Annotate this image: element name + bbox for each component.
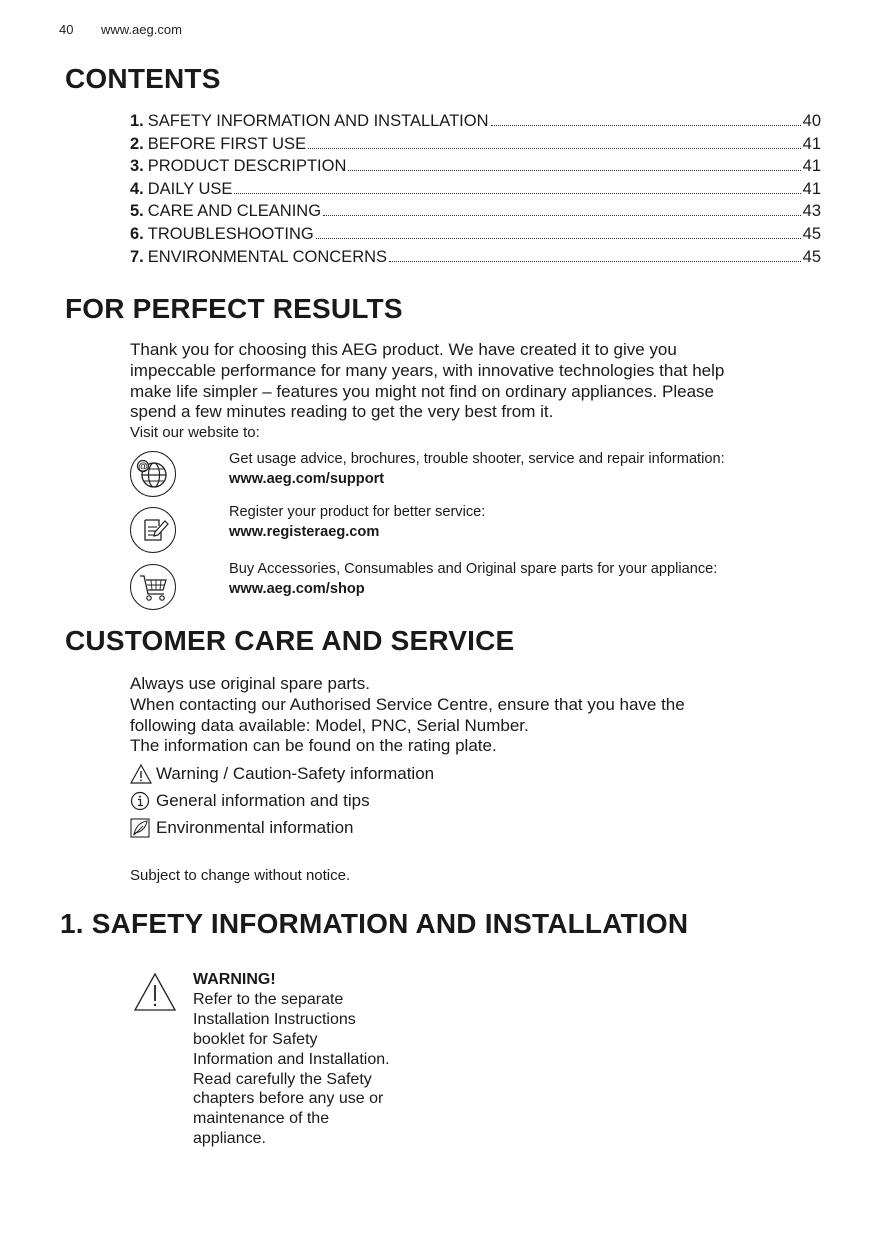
toc-number: 2. <box>130 134 144 153</box>
register-url[interactable]: www.registeraeg.com <box>229 524 380 540</box>
care-line: When contacting our Authorised Service Centre, ensure that you have the <box>130 694 685 714</box>
shop-link-block <box>229 559 717 599</box>
legend-label: General information and tips <box>156 790 370 810</box>
leaf-icon <box>130 818 152 838</box>
shop-url[interactable]: www.aeg.com/shop <box>229 581 365 597</box>
toc-label: DAILY USE <box>147 179 233 198</box>
symbol-legend <box>130 760 434 841</box>
warning-line: Read carefully the Safety <box>193 1070 372 1088</box>
intro-line: make life simpler – features you might not find on ordinary appliances. Please <box>130 381 714 401</box>
toc-entry[interactable] <box>130 178 821 201</box>
svg-text:@: @ <box>138 461 148 473</box>
toc-number: 3. <box>130 157 144 176</box>
toc-leader <box>491 125 801 126</box>
toc-page: 41 <box>802 134 821 153</box>
perfect-results-intro <box>130 340 830 423</box>
header-website: www.aeg.com <box>101 22 182 37</box>
toc-leader <box>308 148 801 149</box>
shop-link[interactable] <box>229 579 717 599</box>
toc-leader <box>234 193 800 194</box>
register-pen-icon <box>130 507 176 553</box>
toc-entry[interactable] <box>130 133 821 156</box>
toc-page: 40 <box>802 112 821 130</box>
register-link[interactable] <box>229 522 485 542</box>
toc-number: 5. <box>130 202 144 221</box>
toc-label: TROUBLESHOOTING <box>147 224 314 243</box>
care-line: Always use original spare parts. <box>130 674 371 693</box>
warning-line: appliance. <box>193 1130 266 1148</box>
visit-website-text: Visit our website to: <box>130 424 260 441</box>
support-link-block <box>229 449 725 489</box>
toc-entry[interactable] <box>130 155 821 178</box>
toc-label: CARE AND CLEANING <box>147 202 322 221</box>
toc-entry[interactable] <box>130 200 821 223</box>
toc-page: 45 <box>802 224 821 243</box>
legend-label: Environmental information <box>156 817 354 837</box>
toc-label: PRODUCT DESCRIPTION <box>147 157 347 176</box>
register-description: Register your product for better service: <box>229 504 486 520</box>
warning-line: chapters before any use or <box>193 1090 384 1108</box>
page-number: 40 <box>59 22 74 37</box>
warning-title: WARNING! <box>193 971 276 988</box>
support-link[interactable] <box>229 469 725 489</box>
warning-line: Installation Instructions <box>193 1010 356 1028</box>
safety-warning-block <box>193 970 433 1149</box>
intro-line: impeccable performance for many years, with innovative technologies that help <box>130 360 725 380</box>
toc-leader <box>323 215 801 216</box>
toc-leader <box>389 261 801 262</box>
register-link-block <box>229 502 485 542</box>
toc-entry[interactable] <box>130 223 821 246</box>
toc-page: 45 <box>802 247 821 266</box>
toc-number: 4. <box>130 179 144 198</box>
intro-line: spend a few minutes reading to get the very best from it. <box>130 402 554 422</box>
contents-title: CONTENTS <box>65 63 221 94</box>
warning-triangle-icon <box>130 764 152 784</box>
warning-line: Refer to the separate <box>193 990 344 1008</box>
warning-line: maintenance of the <box>193 1110 330 1128</box>
customer-care-title: CUSTOMER CARE AND SERVICE <box>65 625 515 656</box>
shopping-cart-icon <box>130 564 176 610</box>
warning-line: Information and Installation. <box>193 1050 390 1068</box>
globe-at-icon <box>130 451 176 497</box>
support-description: Get usage advice, brochures, trouble shooter, service and repair information: <box>229 451 725 467</box>
toc-leader <box>348 170 800 171</box>
toc-label: SAFETY INFORMATION AND INSTALLATION <box>147 112 489 130</box>
toc-number: 6. <box>130 224 144 243</box>
change-notice: Subject to change without notice. <box>130 867 351 884</box>
safety-section-title: 1. SAFETY INFORMATION AND INSTALLATION <box>60 908 689 939</box>
legend-item <box>130 787 434 814</box>
care-line: following data available: Model, PNC, Serial Number. <box>130 715 529 735</box>
toc-number: 1. <box>130 112 144 130</box>
table-of-contents <box>130 110 821 268</box>
legend-item <box>130 814 434 841</box>
toc-entry[interactable] <box>130 110 821 133</box>
warning-triangle-icon <box>133 972 177 1017</box>
toc-entry[interactable] <box>130 246 821 269</box>
toc-label: ENVIRONMENTAL CONCERNS <box>147 247 388 266</box>
shop-description: Buy Accessories, Consumables and Original spare parts for your appliance: <box>229 561 718 577</box>
toc-number: 7. <box>130 247 144 266</box>
toc-leader <box>316 238 801 239</box>
toc-page: 41 <box>802 179 821 198</box>
perfect-results-title: FOR PERFECT RESULTS <box>65 293 403 324</box>
care-line: The information can be found on the rating plate. <box>130 736 497 756</box>
customer-care-text <box>130 674 830 757</box>
legend-label: Warning / Caution-Safety information <box>156 763 435 783</box>
warning-line: booklet for Safety <box>193 1030 318 1048</box>
toc-label: BEFORE FIRST USE <box>147 134 307 153</box>
support-url[interactable]: www.aeg.com/support <box>229 471 385 487</box>
toc-page: 41 <box>802 157 821 176</box>
intro-line: Thank you for choosing this AEG product. We have created it to give you <box>130 340 677 359</box>
toc-page: 43 <box>802 202 821 221</box>
legend-item <box>130 760 434 787</box>
info-icon <box>130 791 152 811</box>
